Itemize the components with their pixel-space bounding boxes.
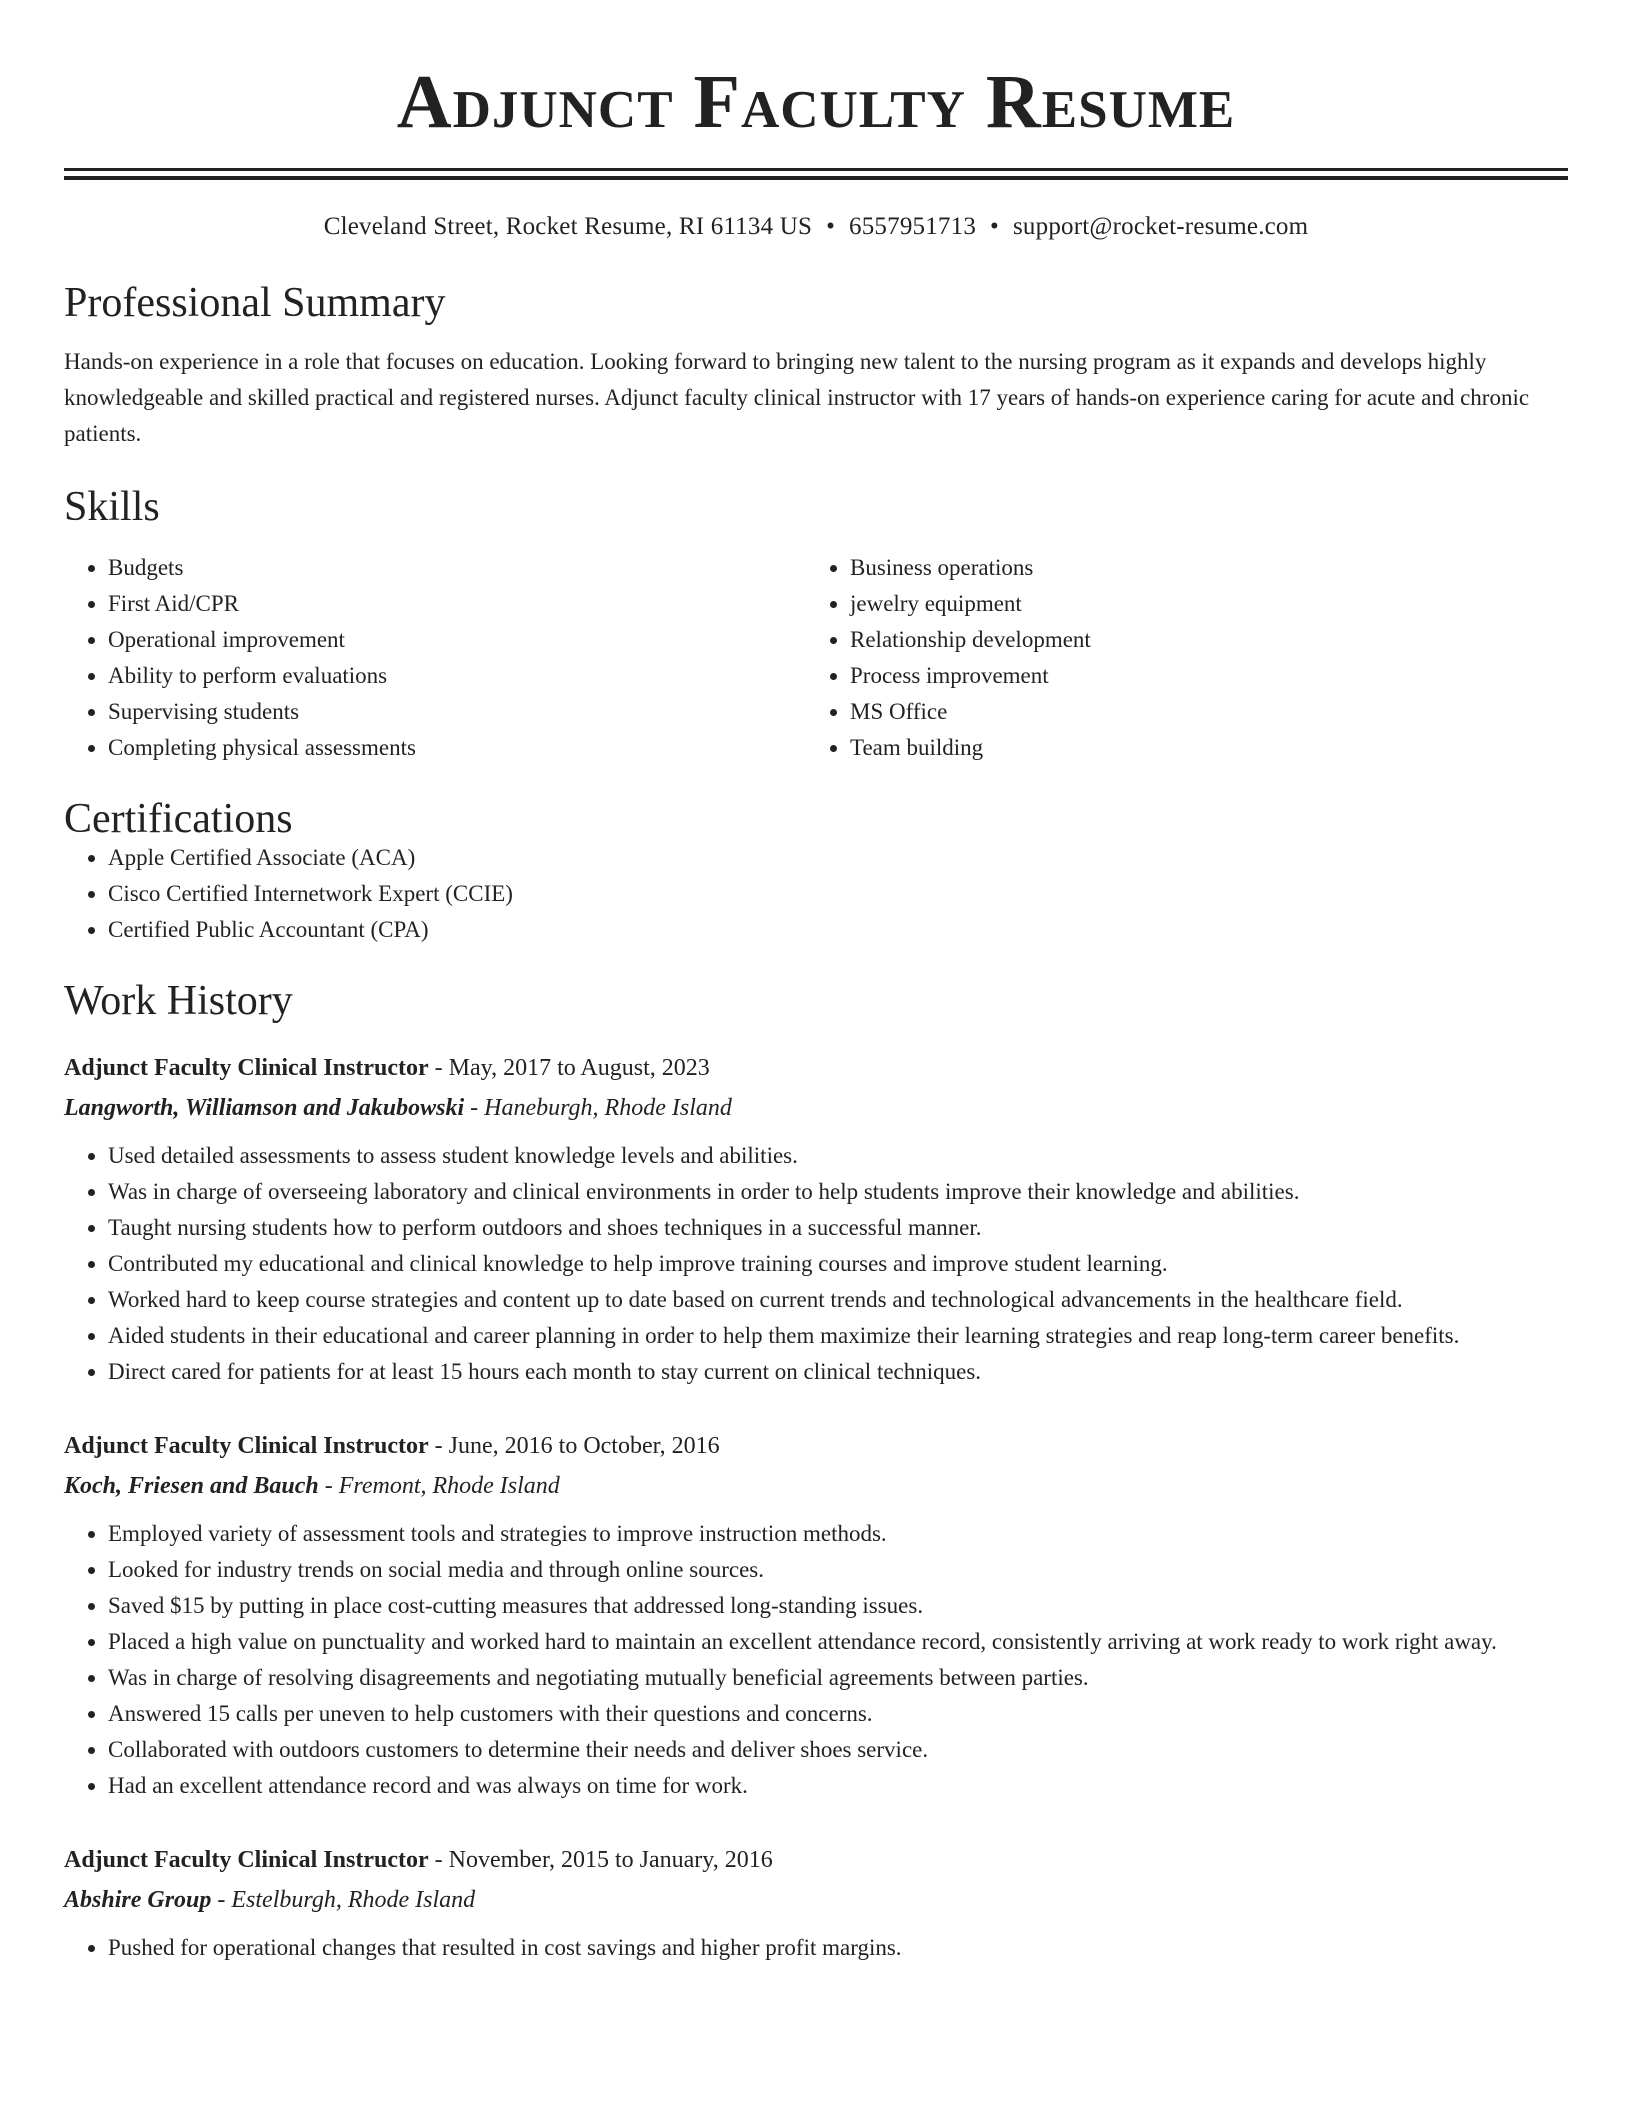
skill-item: • Operational improvement: [108, 622, 806, 658]
skills-heading: Skills: [64, 484, 160, 530]
job-role: Adjunct Faculty Clinical Instructor: [64, 1847, 429, 1873]
job-bullet: • Employed variety of assessment tools and strategies to improve instruction methods.: [108, 1516, 1568, 1552]
title-double-rule: [64, 168, 1568, 180]
job-title-line: [64, 1840, 1568, 1880]
job-bullet: • Answered 15 calls per uneven to help customers with their questions and concerns.: [108, 1696, 1568, 1732]
job-role: Adjunct Faculty Clinical Instructor: [64, 1055, 429, 1081]
job-dash: -: [470, 1095, 479, 1121]
job-company-line: [64, 1466, 1568, 1506]
skill-item: • Team building: [850, 730, 1548, 766]
resume-page: [64, 0, 1568, 1966]
certification-item: • Cisco Certified Internetwork Expert (CCIE): [108, 876, 1568, 912]
job-bullet: • Was in charge of overseeing laboratory and clinical environments in order to help students improve their knowledge and abilities.: [108, 1174, 1568, 1210]
job-bullet: • Saved $15 by putting in place cost-cutting measures that addressed long-standing issues.: [108, 1588, 1568, 1624]
job-dash: -: [434, 1055, 443, 1081]
job-company: Koch, Friesen and Bauch: [64, 1473, 319, 1499]
job-location: Fremont, Rhode Island: [338, 1473, 560, 1499]
job-company-line: [64, 1088, 1568, 1128]
job-bullet: • Had an excellent attendance record and was always on time for work.: [108, 1768, 1568, 1804]
contact-phone: 6557951713: [849, 213, 977, 240]
skill-item: • MS Office: [850, 694, 1548, 730]
job-bullets: [64, 1138, 1568, 1390]
skill-item: • jewelry equipment: [850, 586, 1548, 622]
skill-item: • Supervising students: [108, 694, 806, 730]
skill-item: • Budgets: [108, 550, 806, 586]
job-dates: June, 2016 to October, 2016: [448, 1433, 720, 1459]
job-bullets: [64, 1516, 1568, 1804]
job-bullet: • Placed a high value on punctuality and worked hard to maintain an excellent attendance record, consistently arriving at work ready to work right away.: [108, 1624, 1568, 1660]
job-dates: November, 2015 to January, 2016: [448, 1847, 773, 1873]
skills-right-list: [806, 550, 1548, 766]
contact-separator: •: [990, 213, 999, 240]
job-bullet: • Used detailed assessments to assess student knowledge levels and abilities.: [108, 1138, 1568, 1174]
job-entry: [64, 1426, 1568, 1804]
certification-item: • Certified Public Accountant (CPA): [108, 912, 1568, 948]
job-bullet: • Aided students in their educational and career planning in order to help them maximize their learning strategies and reap long-term career benefits.: [108, 1318, 1568, 1354]
job-dash: -: [434, 1433, 443, 1459]
contact-separator: •: [826, 213, 836, 240]
skill-item: • Process improvement: [850, 658, 1548, 694]
job-company: Langworth, Williamson and Jakubowski: [64, 1095, 465, 1121]
certifications-list: [64, 840, 1568, 948]
job-company: Abshire Group: [64, 1887, 212, 1913]
job-bullet: • Taught nursing students how to perform outdoors and shoes techniques in a successful manner.: [108, 1210, 1568, 1246]
job-entry: [64, 1048, 1568, 1390]
job-location: Estelburgh, Rhode Island: [231, 1887, 476, 1913]
job-location: Haneburgh, Rhode Island: [484, 1095, 732, 1121]
contact-line: [64, 210, 1568, 244]
job-dates: May, 2017 to August, 2023: [448, 1055, 710, 1081]
job-bullet: • Worked hard to keep course strategies and content up to date based on current trends and technological advancements in the healthcare field.: [108, 1282, 1568, 1318]
job-company-line: [64, 1880, 1568, 1920]
job-entry: [64, 1840, 1568, 1966]
job-bullet: • Contributed my educational and clinical knowledge to help improve training courses and improve student learning.: [108, 1246, 1568, 1282]
job-bullet: • Pushed for operational changes that resulted in cost savings and higher profit margins.: [108, 1930, 1568, 1966]
skills-columns: [64, 550, 1568, 766]
job-bullet: • Looked for industry trends on social media and through online sources.: [108, 1552, 1568, 1588]
summary-heading: Professional Summary: [64, 280, 446, 326]
contact-email: support@rocket-resume.com: [1012, 213, 1309, 240]
job-dash: -: [324, 1473, 333, 1499]
certifications-heading: Certifications: [64, 796, 293, 842]
certification-item: • Apple Certified Associate (ACA): [108, 840, 1568, 876]
job-title-line: [64, 1048, 1568, 1088]
skill-item: • Business operations: [850, 550, 1548, 586]
work-history-heading: Work History: [64, 978, 293, 1024]
skills-left-list: [64, 550, 806, 766]
skill-item: • First Aid/CPR: [108, 586, 806, 622]
skill-item: • Ability to perform evaluations: [108, 658, 806, 694]
job-bullet: • Direct cared for patients for at least 15 hours each month to stay current on clinical techniques.: [108, 1354, 1568, 1390]
resume-title: Adjunct Faculty Resume: [396, 60, 1236, 144]
job-title-line: [64, 1426, 1568, 1466]
job-bullets: [64, 1930, 1568, 1966]
summary-text: Hands-on experience in a role that focuses on education. Looking forward to bringing new talent to the nursing program as it expands and develops highly knowledgeable and skilled practical and registered nurses. Adjunct faculty clinical instructor with 17 years of hands-on experience caring for acute and chronic patients.: [64, 349, 1530, 446]
skill-item: • Relationship development: [850, 622, 1548, 658]
contact-address: Cleveland Street, Rocket Resume, RI 61134 US: [323, 213, 813, 240]
job-bullet: • Was in charge of resolving disagreements and negotiating mutually beneficial agreements between parties.: [108, 1660, 1568, 1696]
skill-item: • Completing physical assessments: [108, 730, 806, 766]
job-role: Adjunct Faculty Clinical Instructor: [64, 1433, 429, 1459]
job-dash: -: [434, 1847, 443, 1873]
job-dash: -: [217, 1887, 226, 1913]
job-bullet: • Collaborated with outdoors customers to determine their needs and deliver shoes service.: [108, 1732, 1568, 1768]
